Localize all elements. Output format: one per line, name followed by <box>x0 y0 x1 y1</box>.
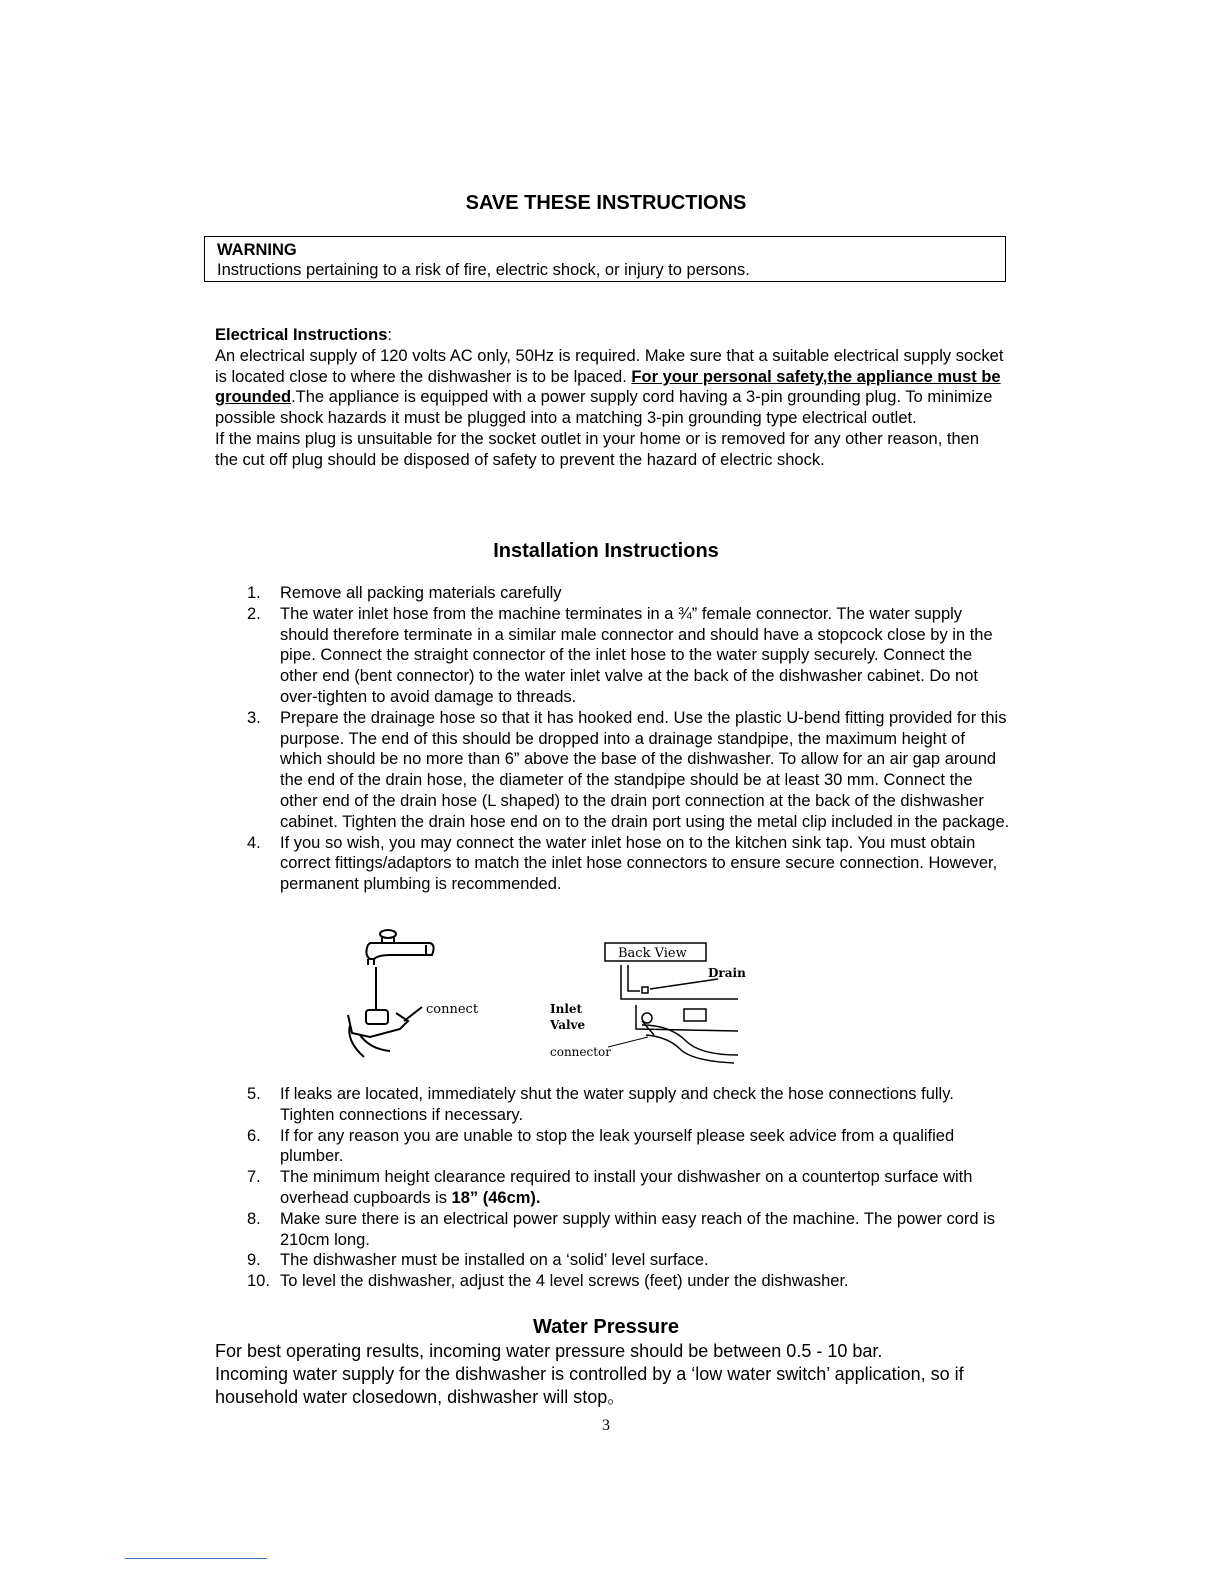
step-text: The dishwasher must be installed on a ‘solid’ level surface. <box>280 1251 709 1270</box>
installation-heading: Installation Instructions <box>493 540 719 562</box>
connect-label: connect <box>426 1002 479 1017</box>
inlet-label: Inlet <box>550 1002 583 1016</box>
tap-icon <box>366 930 433 965</box>
installation-step <box>215 1126 1010 1168</box>
electrical-text-a: An electrical supply of 120 volts AC only, 50Hz is required. Make sure that a suitable electrical supply socket is located close to where the dishwasher is to be lpaced. <box>215 346 1004 386</box>
warning-box <box>204 236 1006 282</box>
page-title: SAVE THESE INSTRUCTIONS <box>465 192 747 214</box>
installation-steps-1 <box>215 583 1010 895</box>
installation-step <box>215 583 1010 604</box>
warning-text: Instructions pertaining to a risk of fire, electric shock, or injury to persons. <box>217 261 750 279</box>
electrical-section <box>215 325 1005 471</box>
step-number: 10. <box>247 1272 270 1291</box>
warning-heading: WARNING <box>217 241 297 259</box>
water-pressure-heading: Water Pressure <box>533 1316 679 1338</box>
connector-label: connector <box>550 1045 612 1059</box>
step-text: Prepare the drainage hose so that it has hooked end. Use the plastic U-bend fitting provided for this purpose. The end of this should be dropped into a drainage standpipe, the maximum height of which should be no more than 6” above the base of the dishwasher. To allow for an air gap around the end of the drain hose, the diameter of the standpipe should be at least 30 mm. Connect the other end of the drain hose (L shaped) to the drain port connection at the back of the dishwasher cabinet. Tighten the drain hose end on to the drain port using the metal clip included in the package. <box>280 708 1010 831</box>
installation-step <box>215 833 1010 895</box>
water-pressure-paragraph-2: Incoming water supply for the dishwasher is controlled by a ‘low water switch’ application, so if household water closedown, dishwasher will stop。 <box>215 1363 964 1407</box>
step-number: 8. <box>247 1209 261 1228</box>
installation-step <box>215 708 1010 833</box>
step-number: 6. <box>247 1126 261 1145</box>
step-number: 1. <box>247 584 261 602</box>
water-pressure-paragraph-1: For best operating results, incoming water pressure should be between 0.5 - 10 bar. <box>215 1341 883 1361</box>
back-view-label: Back View <box>618 946 687 961</box>
electrical-text-b: .The appliance is equipped with a power supply cord having a 3-pin grounding plug. To minimize possible shock hazards it must be plugged into a matching 3-pin grounding type electrical outlet. <box>215 388 993 428</box>
step-text: The minimum height clearance required to install your dishwasher on a countertop surface with overhead cupboards is <box>280 1168 973 1207</box>
electrical-paragraph-2: If the mains plug is unsuitable for the socket outlet in your home or is removed for any other reason, then the cut off plug should be disposed of safety to prevent the hazard of electric shock. <box>215 429 979 469</box>
electrical-heading-colon: : <box>387 326 392 344</box>
hose-connection-figure <box>330 925 770 1070</box>
step-number: 3. <box>247 708 261 727</box>
step-text: Remove all packing materials carefully <box>280 584 562 602</box>
installation-steps-2 <box>215 1084 1010 1292</box>
electrical-paragraph-1 <box>215 346 1005 429</box>
step-text: Make sure there is an electrical power supply within easy reach of the machine. The power cord is 210cm long. <box>280 1209 996 1249</box>
water-pressure-section <box>215 1340 1015 1408</box>
step-emphasis: 18” (46cm). <box>451 1188 541 1207</box>
step-number: 5. <box>247 1085 261 1103</box>
step-number: 4. <box>247 833 261 852</box>
tap-connector-icon <box>348 1007 422 1057</box>
valve-label: Valve <box>550 1018 586 1032</box>
step-number: 2. <box>247 604 261 623</box>
electrical-heading: Electrical Instructions <box>215 326 388 344</box>
step-number: 7. <box>247 1168 261 1187</box>
step-text: If leaks are located, immediately shut the water supply and check the hose connections fully. Tighten connections if necessary. <box>280 1085 954 1124</box>
step-text: The water inlet hose from the machine terminates in a ¾” female connector. The water supply should therefore terminate in a similar male connector and should have a stopcock close by in the pipe. Connect the straight connector of the inlet hose to the water supply securely. Connect the other end (bent connector) to the water inlet valve at the back of the dishwasher cabinet. Do not over-tighten to avoid damage to threads. <box>280 604 993 706</box>
installation-step <box>215 1250 1010 1271</box>
step-text: If for any reason you are unable to stop the leak yourself please seek advice from a qualified plumber. <box>280 1126 955 1166</box>
footnote-rule <box>125 1558 267 1559</box>
installation-step <box>215 604 1010 708</box>
grounding-emphasis: For your personal safety,the appliance must be grounded <box>215 367 1001 407</box>
installation-step <box>215 1271 1010 1292</box>
page-number: 3 <box>602 1417 610 1434</box>
installation-step <box>215 1209 1010 1251</box>
step-text: To level the dishwasher, adjust the 4 level screws (feet) under the dishwasher. <box>280 1272 849 1291</box>
installation-step <box>215 1084 1010 1126</box>
step-text: If you so wish, you may connect the water inlet hose on to the kitchen sink tap. You must obtain correct fittings/adaptors to match the inlet hose connectors to ensure secure connection. However, permanent plumbing is recommended. <box>280 833 998 894</box>
step-number: 9. <box>247 1251 261 1270</box>
drain-label: Drain <box>708 966 746 980</box>
installation-step <box>215 1167 1010 1209</box>
